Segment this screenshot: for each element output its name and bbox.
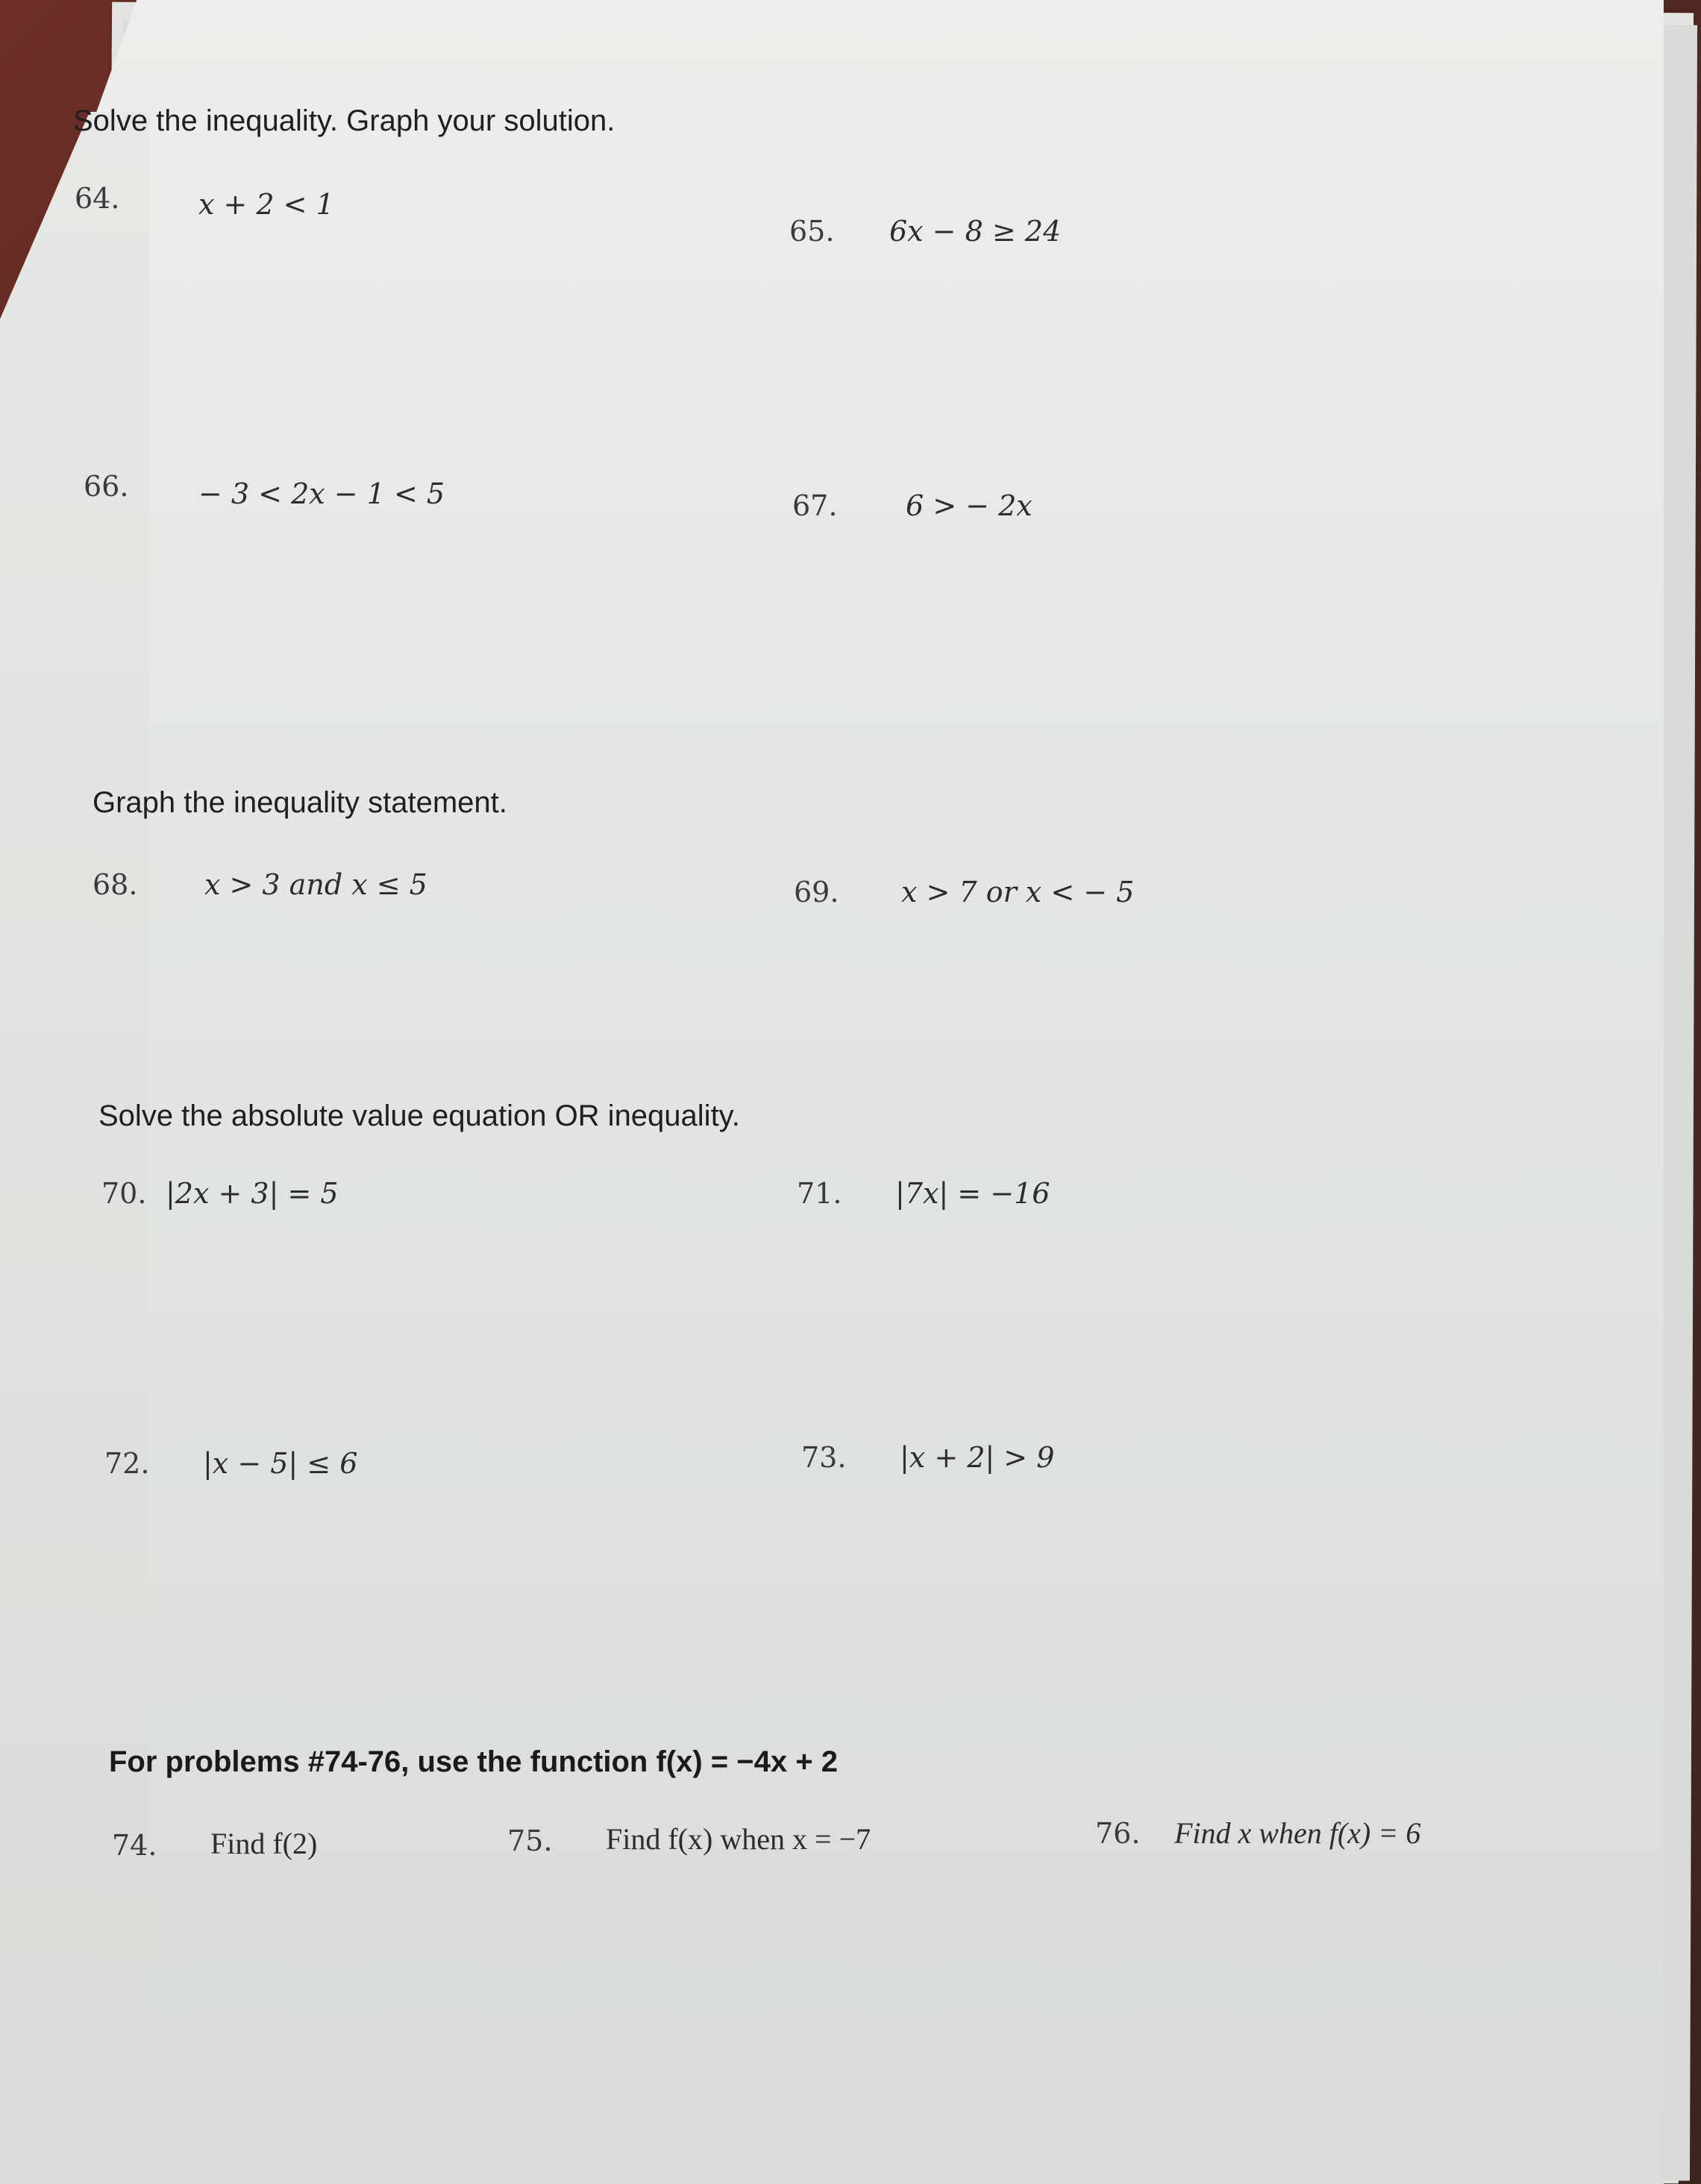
problem-expression: |x + 2| > 9 <box>900 1441 1055 1474</box>
problem-expression: x > 7 or x < − 5 <box>901 876 1135 909</box>
problem-expression: x > 3 and x ≤ 5 <box>204 868 427 901</box>
problem-number: 68. <box>93 868 138 901</box>
problem-number: 73. <box>801 1441 847 1474</box>
problem-expression: |7x| = −16 <box>895 1177 1050 1210</box>
section-heading-graph-statement: Graph the inequality statement. <box>93 786 507 819</box>
section-heading-function: For problems #74-76, use the function f(x) = −4x + 2 <box>109 1745 838 1778</box>
problem-expression: |2x + 3| = 5 <box>166 1177 339 1210</box>
problem-expression: 6x − 8 ≥ 24 <box>889 215 1062 248</box>
problem-expression: − 3 < 2x − 1 < 5 <box>198 477 445 510</box>
problem-number: 72. <box>104 1447 150 1480</box>
worksheet-paper <box>90 0 1664 2184</box>
section-heading-solve-graph: Solve the inequality. Graph your solution. <box>73 104 615 137</box>
problem-expression: Find x when f(x) = 6 <box>1174 1816 1421 1850</box>
problem-number: 75. <box>507 1824 553 1857</box>
problem-number: 65. <box>789 215 835 248</box>
problem-number: 70. <box>101 1177 147 1210</box>
problem-expression: x + 2 < 1 <box>198 188 334 221</box>
problem-number: 66. <box>84 470 129 503</box>
problem-number: 74. <box>112 1829 157 1862</box>
section-heading-absolute-value: Solve the absolute value equation OR inequality. <box>98 1099 740 1132</box>
problem-expression: |x − 5| ≤ 6 <box>203 1447 358 1480</box>
problem-number: 64. <box>75 182 120 215</box>
problem-number: 76. <box>1095 1817 1141 1850</box>
problem-number: 69. <box>794 876 839 909</box>
problem-number: 67. <box>792 489 838 522</box>
worksheet-paper-left <box>0 112 149 2184</box>
problem-expression: Find f(2) <box>210 1827 318 1860</box>
problem-expression: Find f(x) when x = −7 <box>606 1822 871 1856</box>
problem-expression: 6 > − 2x <box>906 489 1033 522</box>
problem-number: 71. <box>797 1177 842 1210</box>
